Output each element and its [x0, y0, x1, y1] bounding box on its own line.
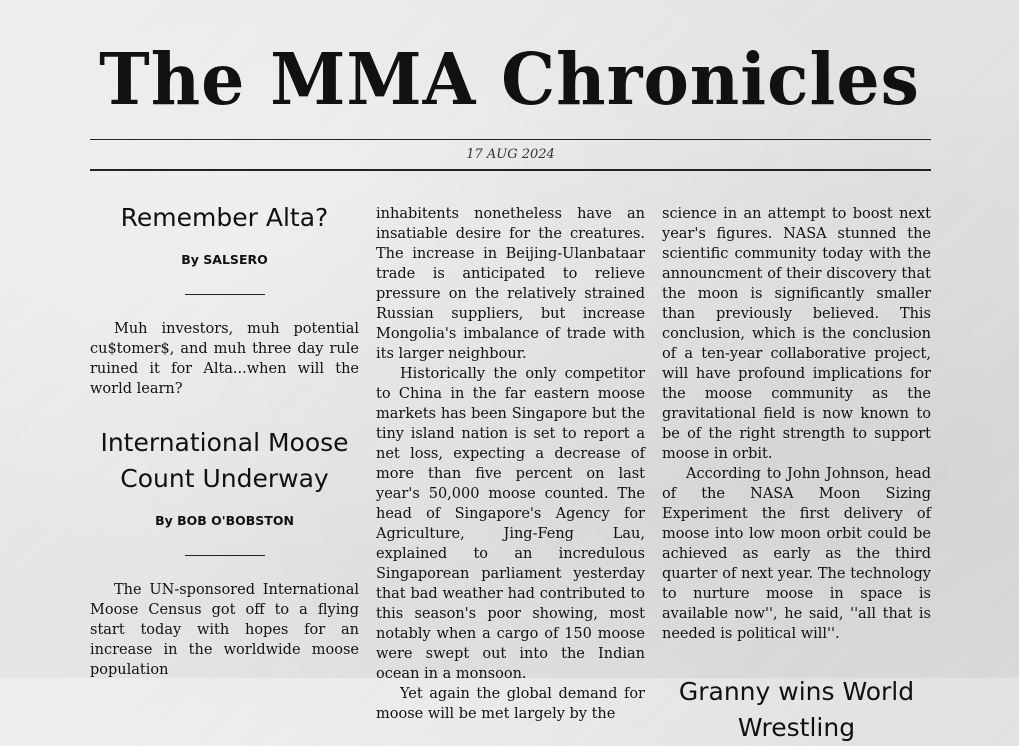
- dateline: 17 AUG 2024: [466, 147, 555, 162]
- article-paragraph: science in an attempt to boost next year's figures. NASA stunned the scientific community today with the announcment of their discovery that the moon is significantly smaller than previously believed. This conclusion, which is the conclusion of a ten-year collaborative project, will have profound implications for the moose community as the gravitational field is now known to be of the right strength to support moose in orbit.: [662, 206, 931, 462]
- article-byline: By SALSERO: [181, 252, 268, 267]
- article-paragraph: inhabitents nonetheless have an insatiable desire for the creatures. The increase in Beijing-Ulanbataar trade is anticipated to relieve pressure on the relatively strained Russian suppliers, but increase Mongolia's imbalance of trade with its larger neighbour.: [376, 206, 645, 362]
- article-paragraph: Yet again the global demand for moose will be met largely by the: [376, 686, 645, 722]
- article-divider: [185, 294, 265, 295]
- masthead-rule-top: [90, 139, 931, 140]
- column-2: [376, 204, 645, 724]
- article-headline: Granny wins World Wrestling: [678, 677, 915, 742]
- article-paragraph: According to John Johnson, head of the NASA Moon Sizing Experiment the first delivery of moose into low moon orbit could be achieved as early as the third quarter of next year. The technology to nurture moose in space is available now'', he said, ''all that is needed is political will''.: [662, 466, 931, 642]
- article-body: The UN-sponsored International Moose Census got off to a flying start today with hopes for an increase in the worldwide moose population: [90, 582, 359, 678]
- masthead-rule-bottom: [90, 169, 931, 171]
- masthead-title: The MMA Chronicles: [99, 38, 920, 123]
- column-1: [90, 200, 359, 680]
- column-3: [662, 204, 931, 746]
- article-body: Muh investors, muh potential cu$tomer$, and muh three day rule ruined it for Alta...when will the world learn?: [90, 321, 359, 397]
- article-paragraph: Historically the only competitor to China in the far eastern moose markets has been Singapore but the tiny island nation is set to report a net loss, expecting a decrease of more than five percent on last year's 50,000 moose counted. The head of Singapore's Agency for Agriculture, Jing-Feng Lau, explained to an incredulous Singaporean parliament yesterday that bad weather had contributed to this season's poor showing, most notably when a cargo of 150 moose were swept out into the Indian ocean in a monsoon.: [376, 366, 645, 682]
- article-headline: International Moose Count Underway: [100, 428, 349, 493]
- article-divider: [185, 555, 265, 556]
- article-headline: Remember Alta?: [120, 203, 329, 232]
- article-byline: By BOB O'BOBSTON: [155, 513, 294, 528]
